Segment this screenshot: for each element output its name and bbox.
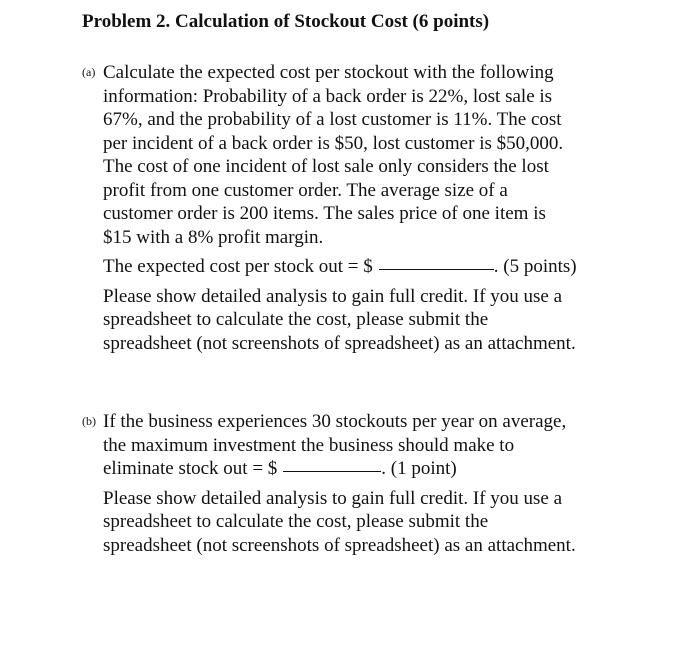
part-b-answer-blank[interactable] xyxy=(283,471,381,472)
part-a-line-1 xyxy=(82,61,642,85)
part-b-marker: (b) xyxy=(82,414,96,428)
part-a-answer-blank[interactable] xyxy=(379,269,494,270)
part-a-text-1: Calculate the expected cost per stockout with the following xyxy=(103,62,554,83)
part-b-answer-line xyxy=(82,457,642,481)
part-a-line-5: The cost of one incident of lost sale only considers the lost xyxy=(103,156,549,177)
part-b-instruction-1: Please show detailed analysis to gain full credit. If you use a xyxy=(103,487,563,509)
part-a-line-2: information: Probability of a back order is 22%, lost sale is xyxy=(103,85,553,107)
part-b-text-1: If the business experiences 30 stockouts per year on average, xyxy=(103,411,567,432)
part-b-instruction-3: spreadsheet (not screenshots of spreadsheet) as an attachment. xyxy=(103,534,576,556)
part-a-instruction-1: Please show detailed analysis to gain full credit. If you use a xyxy=(103,285,563,307)
part-a-answer-prefix: The expected cost per stock out = $ xyxy=(103,256,373,277)
part-a-instruction-3: spreadsheet (not screenshots of spreadsheet) as an attachment. xyxy=(103,332,576,354)
problem-title: Problem 2. Calculation of Stockout Cost (6 points) xyxy=(82,11,490,32)
part-a-line-6: profit from one customer order. The average size of a xyxy=(103,179,508,201)
part-b-line-2: the maximum investment the business should make to xyxy=(103,434,515,456)
part-b-instruction-2: spreadsheet to calculate the cost, please submit the xyxy=(103,511,489,532)
part-a-line-3: 67%, and the probability of a lost customer is 11%. The cost xyxy=(103,109,562,130)
part-a-line-4: per incident of a back order is $50, lost customer is $50,000. xyxy=(103,132,564,154)
part-b xyxy=(82,410,642,557)
part-a-line-8: $15 with a 8% profit margin. xyxy=(103,226,324,248)
part-a-answer-suffix: . (5 points) xyxy=(493,256,577,277)
part-b-answer-prefix: eliminate stock out = $ xyxy=(103,458,278,479)
part-a-answer-line xyxy=(82,255,642,279)
part-b-answer-suffix: . (1 point) xyxy=(381,458,457,479)
part-a xyxy=(82,61,642,355)
part-b-line-1 xyxy=(82,410,642,434)
part-a-instruction-2: spreadsheet to calculate the cost, please submit the xyxy=(103,309,489,330)
part-a-line-7: customer order is 200 items. The sales price of one item is xyxy=(103,203,546,224)
part-a-marker: (a) xyxy=(82,65,96,79)
